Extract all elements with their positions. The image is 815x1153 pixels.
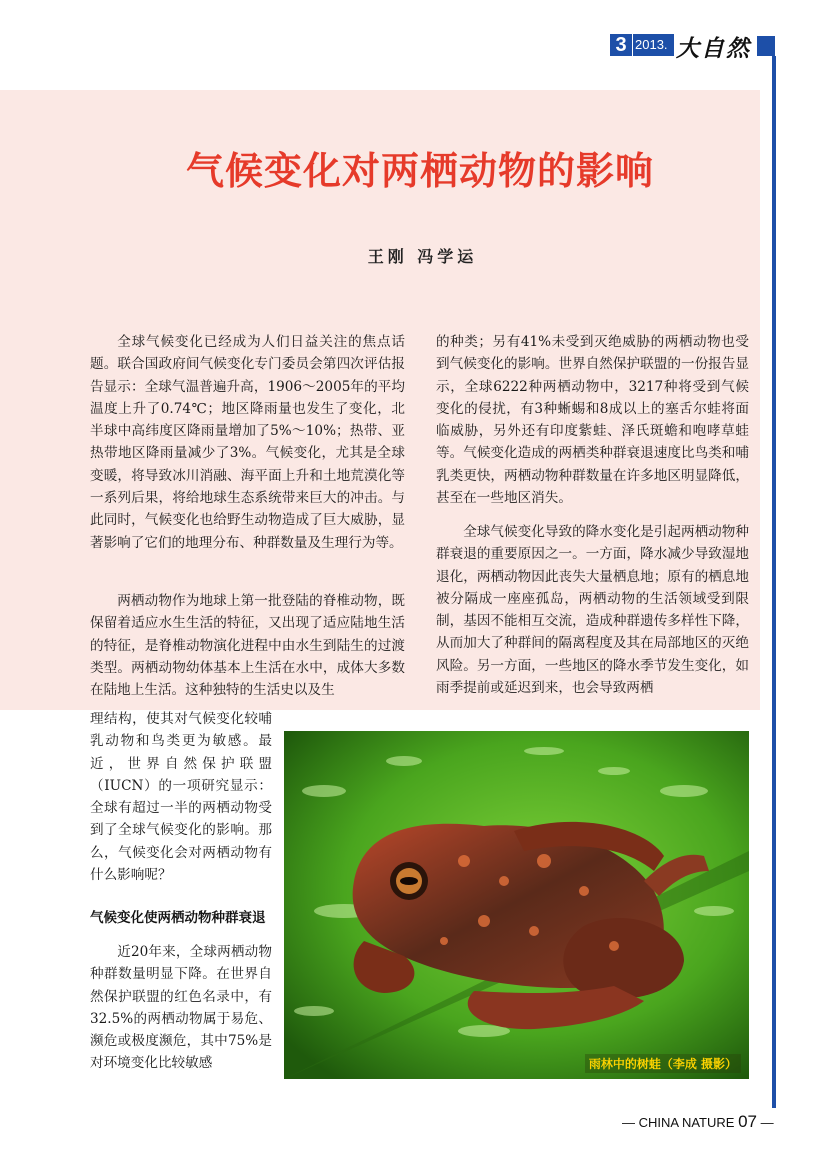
page-edge-bar	[772, 56, 776, 1108]
article-title: 气候变化对两栖动物的影响	[185, 149, 654, 193]
paragraph-amphibians-continued: 理结构，使其对气候变化较哺乳动物和鸟类更为敏感。最近，世界自然保护联盟（IUCN）的一项研究显示：全球有超过一半的两栖动物受到了全球气候变化的影响。那么，气候变化会对两栖动物有什么影响呢？	[90, 711, 272, 884]
paragraph-decline: 近20年来，全球两栖动物种群数量明显下降。在世界自然保护联盟的红色名录中，有32.5%的两栖动物属于易危、濒危或极度濒危，其中75%是对环境变化比较敏感	[90, 944, 272, 1072]
article-authors: 王刚 冯学运	[367, 247, 478, 266]
issue-year: 2013.	[633, 34, 674, 56]
paragraph-intro: 全球气候变化已经成为人们日益关注的焦点话题。联合国政府间气候变化专门委员会第四次评估报告显示：全球气温普遍升高，1906～2005年的平均温度上升了0.74℃；地区降雨量也发生了变化，北半球中高纬度区降雨量增加了5%～10%；热带、亚热带地区降雨量减少了3%。气候变化，尤其是全球变暖，将导致冰川消融、海平面上升和土地荒漠化等一系列后果，将给地球生态系统带来巨大的冲击。与此同时，气候变化也给野生动物造成了巨大威胁，显著影响了它们的地理分布、种群数量及生理行为等。	[90, 334, 405, 551]
photo-caption: 雨林中的树蛙（李成 摄影）	[585, 1054, 741, 1073]
magazine-logo: 大自然	[676, 35, 751, 62]
paragraph-precipitation: 全球气候变化导致的降水变化是引起两栖动物种群衰退的重要原因之一。一方面，降水减少导致湿地退化，两栖动物因此丧失大量栖息地；原有的栖息地被分隔成一座座孤岛，两栖动物的生活领域受到限制，基因不能相互交流，造成种群遗传多样性下降，从而加大了种群间的隔离程度及其在局部地区的灭绝风险。另一方面，一些地区的降水季节发生变化，如雨季提前或延迟到来，也会导致两栖	[436, 524, 749, 697]
footer-dash: —	[760, 1115, 774, 1130]
paragraph-amphibians: 两栖动物作为地球上第一批登陆的脊椎动物，既保留着适应水生生活的特征，又出现了适应陆地生活的特征，是脊椎动物演化进程中由水生到陆生的过渡类型。两栖动物幼体基本上生活在水中，成体大多数在陆地上生活。这种独特的生活史以及生	[90, 593, 405, 699]
page-footer	[622, 1112, 774, 1132]
header-accent-block	[757, 36, 775, 56]
section-heading: 气候变化使两栖动物种群衰退	[90, 910, 266, 926]
frog-illustration	[284, 731, 749, 1079]
footer-magazine: — CHINA NATURE	[622, 1115, 735, 1130]
page-number: 07	[738, 1112, 757, 1131]
paragraph-species: 的种类；另有41%未受到灭绝威胁的两栖动物也受到气候变化的影响。世界自然保护联盟的一份报告显示，全球6222种两栖动物中，3217种将受到气候变化的侵扰，有3种蜥蜴和8成以上的塞舌尔蛙将面临威胁，另外还有印度紫蛙、泽氏斑蟾和咆哮草蛙等。气候变化造成的两栖类种群衰退速度比鸟类和哺乳类更快，两栖动物种群数量在许多地区明显降低，甚至在一些地区消失。	[436, 334, 749, 507]
issue-badge	[610, 34, 674, 56]
issue-number: 3	[610, 34, 632, 56]
tree-frog-photo	[284, 731, 749, 1079]
